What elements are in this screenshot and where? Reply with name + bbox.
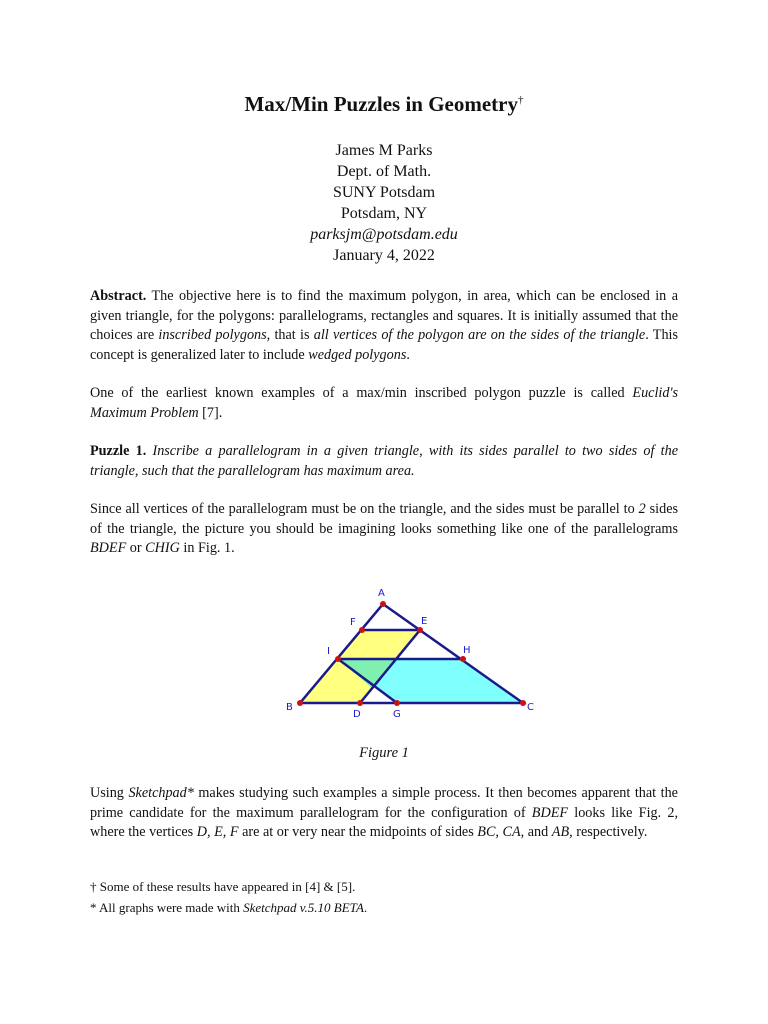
abstract-text-2: , that is	[266, 327, 314, 343]
euclid-text-1: One of the earliest known examples of a max/min inscribed polygon puzzle is called	[90, 385, 633, 401]
since-paragraph	[90, 500, 678, 559]
abstract-italic-3: wedged polygons	[308, 346, 407, 363]
since-text-3: or	[126, 540, 146, 556]
since-text-1: Since all vertices of the parallelogram must be on the triangle, and the sides must be parallel to	[90, 501, 639, 517]
using-italic-2: BDEF	[531, 804, 569, 821]
since-text-4: in Fig. 1.	[179, 540, 235, 556]
author-name: James M Parks	[335, 142, 433, 159]
point-i	[335, 656, 341, 662]
footnote-2-italic: Sketchpad v.5.10 BETA	[243, 900, 364, 915]
point-h	[460, 656, 466, 662]
abstract-text-3: . This concept is generalized later to include	[90, 327, 678, 363]
puzzle1-paragraph	[90, 442, 678, 481]
title-text: Max/Min Puzzles in Geometry	[244, 92, 518, 116]
label-b: B	[286, 702, 293, 713]
paper-date: January 4, 2022	[333, 247, 435, 264]
since-text-2: sides of the triangle, the picture you should be imagining looks something like one of the parallelograms	[90, 501, 679, 537]
point-f	[359, 627, 365, 633]
puzzle1-text: Inscribe a parallelogram in a given triangle, with its sides parallel to two sides of the triangle, such that the parallelogram has maximum area.	[90, 443, 678, 479]
since-italic-3: CHIG	[145, 540, 180, 556]
puzzle1-label: Puzzle 1.	[90, 443, 147, 459]
point-g	[394, 700, 400, 706]
label-i: I	[327, 646, 330, 657]
using-paragraph	[90, 784, 678, 843]
euclid-text-2: [7].	[198, 404, 223, 421]
label-g: G	[393, 709, 401, 720]
title-footnote-mark: †	[518, 94, 524, 106]
label-f: F	[350, 617, 356, 628]
author-institution: SUNY Potsdam	[332, 184, 436, 201]
using-text-3: looks like Fig. 2, where the vertices	[90, 804, 678, 840]
using-text-4: are at or very near the midpoints of sides	[238, 824, 478, 840]
label-a: A	[378, 588, 385, 599]
using-text-2: makes studying such examples a simple process. It then becomes apparent that the prime candidate for the maximum parallelogram for the configuration of	[90, 785, 678, 821]
using-text-1: Using	[90, 785, 129, 801]
author-location: Potsdam, NY	[340, 205, 428, 222]
using-italic-1: Sketchpad*	[128, 785, 194, 801]
euclid-italic: Euclid's Maximum Problem	[90, 385, 678, 421]
point-d	[357, 700, 363, 706]
abstract-paragraph	[90, 287, 678, 365]
abstract-italic-2: all vertices of the polygon are on the sides of the triangle	[313, 327, 646, 343]
label-c: C	[527, 702, 534, 713]
author-dept: Dept. of Math.	[336, 163, 432, 180]
paper-title	[0, 92, 768, 117]
using-italic-3: D, E, F	[196, 824, 239, 840]
using-text-5: and	[524, 824, 552, 840]
since-italic-1: 2	[638, 501, 646, 517]
footnote-1: † Some of these results have appeared in [4] & [5].	[90, 879, 356, 894]
abstract-text-4: .	[406, 346, 410, 363]
figure-1-diagram	[280, 582, 540, 722]
figure-1-caption: Figure 1	[359, 745, 409, 761]
using-italic-5: AB,	[551, 824, 573, 840]
abstract-label: Abstract.	[90, 288, 147, 304]
footnote-2-text: * All graphs were made with	[90, 900, 244, 915]
label-d: D	[353, 709, 361, 720]
euclid-paragraph	[90, 384, 678, 423]
point-c	[520, 700, 526, 706]
footnote-2	[90, 899, 690, 917]
label-h: H	[463, 645, 471, 656]
abstract-italic-1: inscribed polygons	[158, 327, 267, 343]
author-email: parksjm@potsdam.edu	[310, 226, 458, 243]
point-a	[380, 601, 386, 607]
footnote-2-end: .	[363, 900, 368, 915]
point-b	[297, 700, 303, 706]
using-text-6: respectively.	[572, 824, 648, 840]
using-italic-4: BC, CA,	[477, 824, 525, 840]
label-e: E	[421, 616, 428, 627]
abstract-text-1: The objective here is to find the maximum polygon, in area, which can be enclosed in a given triangle, for the polygons: parallelograms, rectangles and squares. It is initially assumed that the choices are	[90, 288, 678, 343]
point-e	[417, 627, 423, 633]
author-block	[0, 140, 768, 266]
since-italic-2: BDEF	[90, 540, 127, 556]
